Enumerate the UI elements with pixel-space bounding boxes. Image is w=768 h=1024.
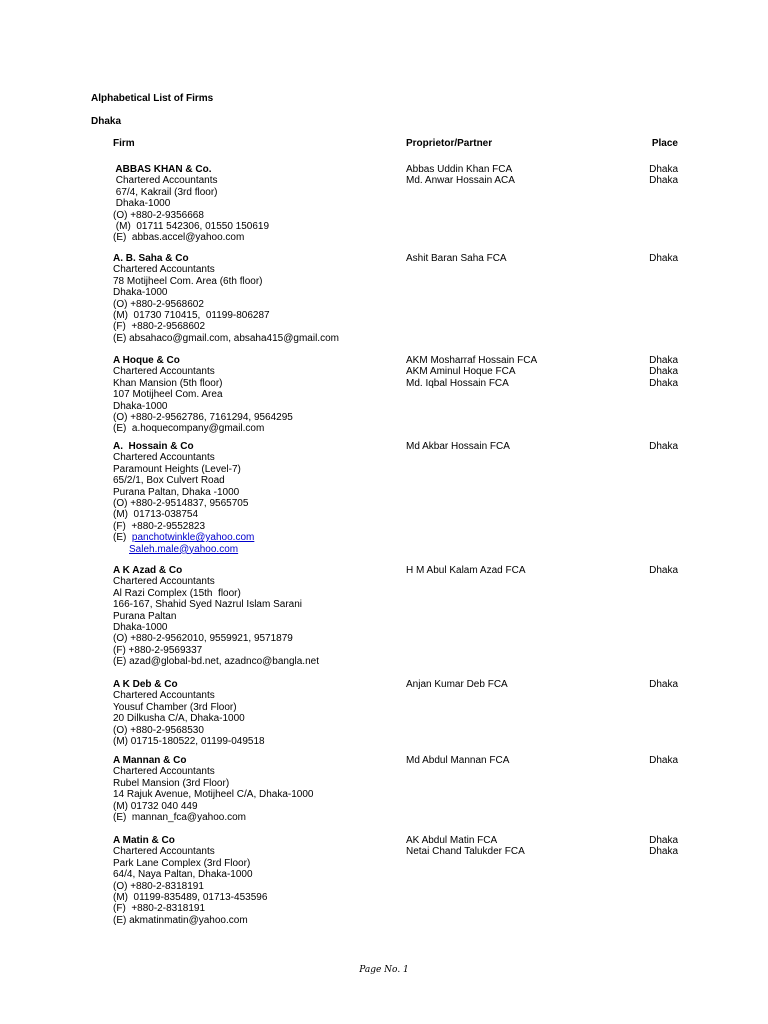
firm-detail-line: 166-167, Shahid Syed Nazrul Islam Sarani — [113, 599, 302, 611]
firm-detail-line: (O) +880-2-9562010, 9559921, 9571879 — [113, 633, 293, 645]
firm-detail-line: (E) absahaco@gmail.com, absaha415@gmail.com — [113, 332, 339, 344]
firm-detail-line: Paramount Heights (Level-7) — [113, 463, 241, 475]
partner-name: H M Abul Kalam Azad FCA — [406, 565, 526, 576]
firm-detail-line: Park Lane Complex (3rd Floor) — [113, 857, 251, 869]
partner-list — [406, 835, 636, 858]
partner-list — [406, 164, 636, 187]
firm-detail-line: Chartered Accountants — [113, 576, 215, 588]
firm-detail-line: 78 Motijheel Com. Area (6th floor) — [113, 275, 263, 287]
partner-name: AKM Mosharraf Hossain FCA — [406, 355, 538, 366]
email-link[interactable]: panchotwinkle@yahoo.com — [131, 532, 255, 544]
firm-details — [113, 441, 393, 555]
firm-detail-line: (O) +880-2-9514837, 9565705 — [113, 498, 249, 510]
firm-detail-line: Chartered Accountants — [113, 690, 215, 702]
firm-detail-line: Chartered Accountants — [113, 452, 215, 464]
partner-name: Anjan Kumar Deb FCA — [406, 679, 508, 690]
firm-detail-line: (O) +880-2-9562786, 7161294, 9564295 — [113, 412, 293, 424]
partner-name: Md. Anwar Hossain ACA — [406, 175, 515, 187]
firm-details — [113, 565, 393, 668]
firm-detail-line: Chartered Accountants — [113, 175, 218, 187]
firm-detail-line: Yousuf Chamber (3rd Floor) — [113, 701, 237, 713]
city-heading: Dhaka — [91, 116, 122, 127]
place-name: Dhaka — [649, 679, 678, 690]
firm-detail-line: Khan Mansion (5th floor) — [113, 377, 223, 389]
firm-detail-line: (E) abbas.accel@yahoo.com — [113, 232, 245, 244]
firm-detail-line: Purana Paltan, Dhaka -1000 — [113, 486, 240, 498]
column-header-firm: Firm — [113, 138, 135, 149]
firm-details — [113, 355, 393, 435]
firm-detail-line: (F) +880-2-9569337 — [113, 644, 203, 656]
document-title: Alphabetical List of Firms — [91, 93, 214, 104]
firm-detail-line: Rubel Mansion (3rd Floor) — [113, 777, 230, 789]
firm-detail-line: (M) 01732 040 449 — [113, 800, 198, 812]
firm-details — [113, 835, 393, 926]
firm-detail-line: 67/4, Kakrail (3rd floor) — [113, 186, 218, 198]
place-list — [618, 441, 678, 452]
firm-detail-line: (E) akmatinmatin@yahoo.com — [113, 914, 248, 926]
place-list — [618, 355, 678, 389]
firm-details — [113, 755, 393, 823]
column-header-partner: Proprietor/Partner — [406, 138, 493, 149]
email-line — [113, 532, 393, 543]
firm-name: A K Deb & Co — [113, 679, 178, 690]
firm-detail-line: Chartered Accountants — [113, 264, 215, 276]
firm-detail-line: (M) 01711 542306, 01550 150619 — [113, 221, 270, 233]
email-link[interactable]: Saleh.male@yahoo.com — [129, 543, 239, 555]
place-name: Dhaka — [649, 355, 678, 366]
place-name: Dhaka — [649, 835, 678, 846]
partner-name: AK Abdul Matin FCA — [406, 835, 498, 846]
partner-list — [406, 679, 636, 690]
partner-list — [406, 755, 636, 766]
place-name: Dhaka — [649, 565, 678, 576]
firm-detail-line: (M) 01730 710415, 01199-806287 — [113, 310, 270, 322]
place-name: Dhaka — [649, 377, 678, 389]
partner-name: Netai Chand Talukder FCA — [406, 846, 525, 858]
partner-name: AKM Aminul Hoque FCA — [406, 366, 516, 378]
place-list — [618, 164, 678, 187]
place-name: Dhaka — [649, 253, 678, 264]
firm-detail-line: Dhaka-1000 — [113, 400, 168, 412]
partner-list — [406, 565, 636, 576]
firm-detail-line: Dhaka-1000 — [113, 287, 168, 299]
firm-detail-line: (E) a.hoquecompany@gmail.com — [113, 423, 265, 435]
firm-detail-line: (F) +880-2-8318191 — [113, 903, 206, 915]
firm-detail-line: 14 Rajuk Avenue, Motijheel C/A, Dhaka-1000 — [113, 789, 314, 801]
place-list — [618, 679, 678, 690]
firm-name: A. Hossain & Co — [113, 441, 194, 452]
email-line — [113, 544, 393, 555]
firm-detail-line: Chartered Accountants — [113, 846, 215, 858]
firm-detail-line: Al Razi Complex (15th floor) — [113, 587, 241, 599]
place-list — [618, 253, 678, 264]
firm-detail-line: (F) +880-2-9568602 — [113, 321, 206, 333]
firm-details — [113, 679, 393, 747]
firm-detail-line: (F) +880-2-9552823 — [113, 520, 206, 532]
firm-detail-line: (E) azad@global-bd.net, azadnco@bangla.net — [113, 656, 319, 668]
partner-name: Md. Iqbal Hossain FCA — [406, 377, 509, 389]
partner-list — [406, 253, 636, 264]
firm-details — [113, 253, 393, 344]
firm-detail-line: 107 Motijheel Com. Area — [113, 389, 223, 401]
firm-detail-line: 64/4, Naya Paltan, Dhaka-1000 — [113, 869, 253, 881]
firm-detail-line: (E) mannan_fca@yahoo.com — [113, 812, 246, 824]
firm-detail-line: (M) 01713-038754 — [113, 509, 199, 521]
partner-name: Abbas Uddin Khan FCA — [406, 164, 513, 175]
partner-list — [406, 355, 636, 389]
firm-detail-line: (M) 01199-835489, 01713-453596 — [113, 892, 268, 904]
firm-detail-line: Dhaka-1000 — [113, 622, 168, 634]
firm-details — [113, 164, 393, 244]
firm-detail-line: Chartered Accountants — [113, 766, 215, 778]
place-list — [618, 835, 678, 858]
partner-name: Ashit Baran Saha FCA — [406, 253, 507, 264]
firm-detail-line: Dhaka-1000 — [113, 198, 171, 210]
firm-name: A Hoque & Co — [113, 355, 180, 366]
firm-name: A. B. Saha & Co — [113, 253, 189, 264]
place-name: Dhaka — [649, 164, 678, 175]
partner-name: Md Abdul Mannan FCA — [406, 755, 510, 766]
email-label: (E) — [113, 532, 132, 544]
firm-detail-line: 20 Dilkusha C/A, Dhaka-1000 — [113, 713, 245, 725]
firm-detail-line: (O) +880-2-8318191 — [113, 880, 204, 892]
firm-detail-line: (O) +880-2-9568602 — [113, 298, 204, 310]
firm-name: A K Azad & Co — [113, 565, 183, 576]
place-list — [618, 755, 678, 766]
firm-name: ABBAS KHAN & Co. — [113, 164, 212, 175]
place-name: Dhaka — [649, 755, 678, 766]
firm-detail-line: 65/2/1, Box Culvert Road — [113, 475, 225, 487]
firm-detail-line: (O) +880-2-9356668 — [113, 209, 204, 221]
place-name: Dhaka — [649, 175, 678, 187]
partner-list — [406, 441, 636, 452]
column-header-place: Place — [651, 138, 678, 149]
page-number: Page No. 1 — [359, 965, 409, 975]
firm-detail-line: Purana Paltan — [113, 610, 177, 622]
firm-name: A Matin & Co — [113, 835, 175, 846]
firm-detail-line: (O) +880-2-9568530 — [113, 724, 204, 736]
place-list — [618, 565, 678, 576]
place-name: Dhaka — [649, 846, 678, 858]
firm-detail-line: (M) 01715-180522, 01199-049518 — [113, 736, 265, 748]
place-name: Dhaka — [649, 366, 678, 378]
firm-name: A Mannan & Co — [113, 755, 187, 766]
partner-name: Md Akbar Hossain FCA — [406, 441, 510, 452]
firm-detail-line: Chartered Accountants — [113, 366, 215, 378]
place-name: Dhaka — [649, 441, 678, 452]
